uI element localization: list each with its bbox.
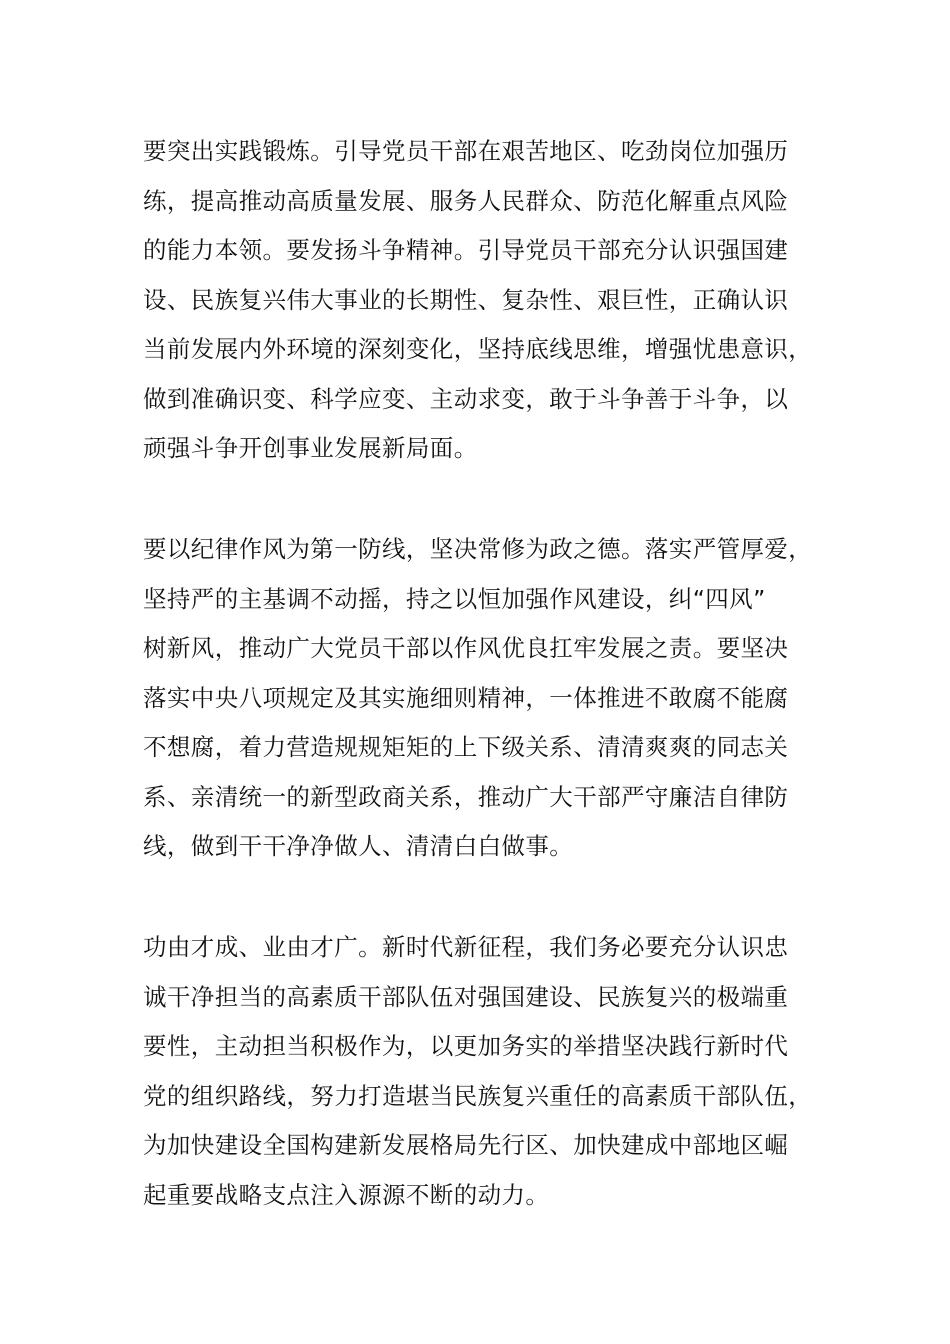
paragraph-practice-training: [143, 127, 833, 474]
paragraph-line: 功由才成、业由才广。新时代新征程，我们务必要充分认识忠: [143, 933, 789, 961]
paragraph-line: 起重要战略支点注入源源不断的动力。: [143, 1180, 550, 1209]
paragraph-line: 要性，主动担当积极作为，以更加务实的举措坚决践行新时代: [143, 1032, 789, 1060]
paragraph-line: 练，提高推动高质量发展、服务人民群众、防范化解重点风险: [143, 186, 789, 215]
paragraph-line: 为加快建设全国构建新发展格局先行区、加快建成中部地区崛: [143, 1131, 789, 1159]
paragraph-line: 系、亲清统一的新型政商关系，推动广大干部严守廉洁自律防: [143, 782, 789, 811]
paragraph-line: 线，做到干干净净做人、清清白白做事。: [143, 832, 574, 860]
paragraph-line: 要突出实践锻炼。引导党员干部在艰苦地区、吃劲岗位加强历: [143, 137, 789, 165]
paragraph-line: 顽强斗争开创事业发展新局面。: [143, 434, 478, 462]
paragraph-conclusion: [143, 923, 833, 1220]
paragraph-line: 不想腐，着力营造规规矩矩的上下级关系、清清爽爽的同志关: [143, 733, 789, 761]
paragraph-line: 党的组织路线，努力打造堪当民族复兴重任的高素质干部队伍，: [143, 1081, 813, 1110]
paragraph-line: 的能力本领。要发扬斗争精神。引导党员干部充分认识强国建: [143, 236, 789, 264]
paragraph-line: 落实中央八项规定及其实施细则精神，一体推进不敢腐不能腐: [143, 683, 789, 712]
paragraph-line: 做到准确识变、科学应变、主动求变，敢于斗争善于斗争，以: [143, 384, 789, 413]
paragraph-line: 当前发展内外环境的深刻变化，坚持底线思维，增强忧患意识，: [143, 335, 813, 363]
paragraph-line: 坚持严的主基调不动摇，持之以恒加强作风建设，纠“四风”: [143, 584, 766, 613]
paragraph-line: 要以纪律作风为第一防线，坚决常修为政之德。落实严管厚爱，: [143, 535, 813, 563]
paragraph-line: 设、民族复兴伟大事业的长期性、复杂性、艰巨性，正确认识: [143, 285, 789, 314]
paragraph-line: 诚干净担当的高素质干部队伍对强国建设、民族复兴的极端重: [143, 982, 789, 1011]
paragraph-discipline-style: [143, 525, 833, 872]
paragraph-line: 树新风，推动广大党员干部以作风优良扛牢发展之责。要坚决: [143, 634, 789, 662]
